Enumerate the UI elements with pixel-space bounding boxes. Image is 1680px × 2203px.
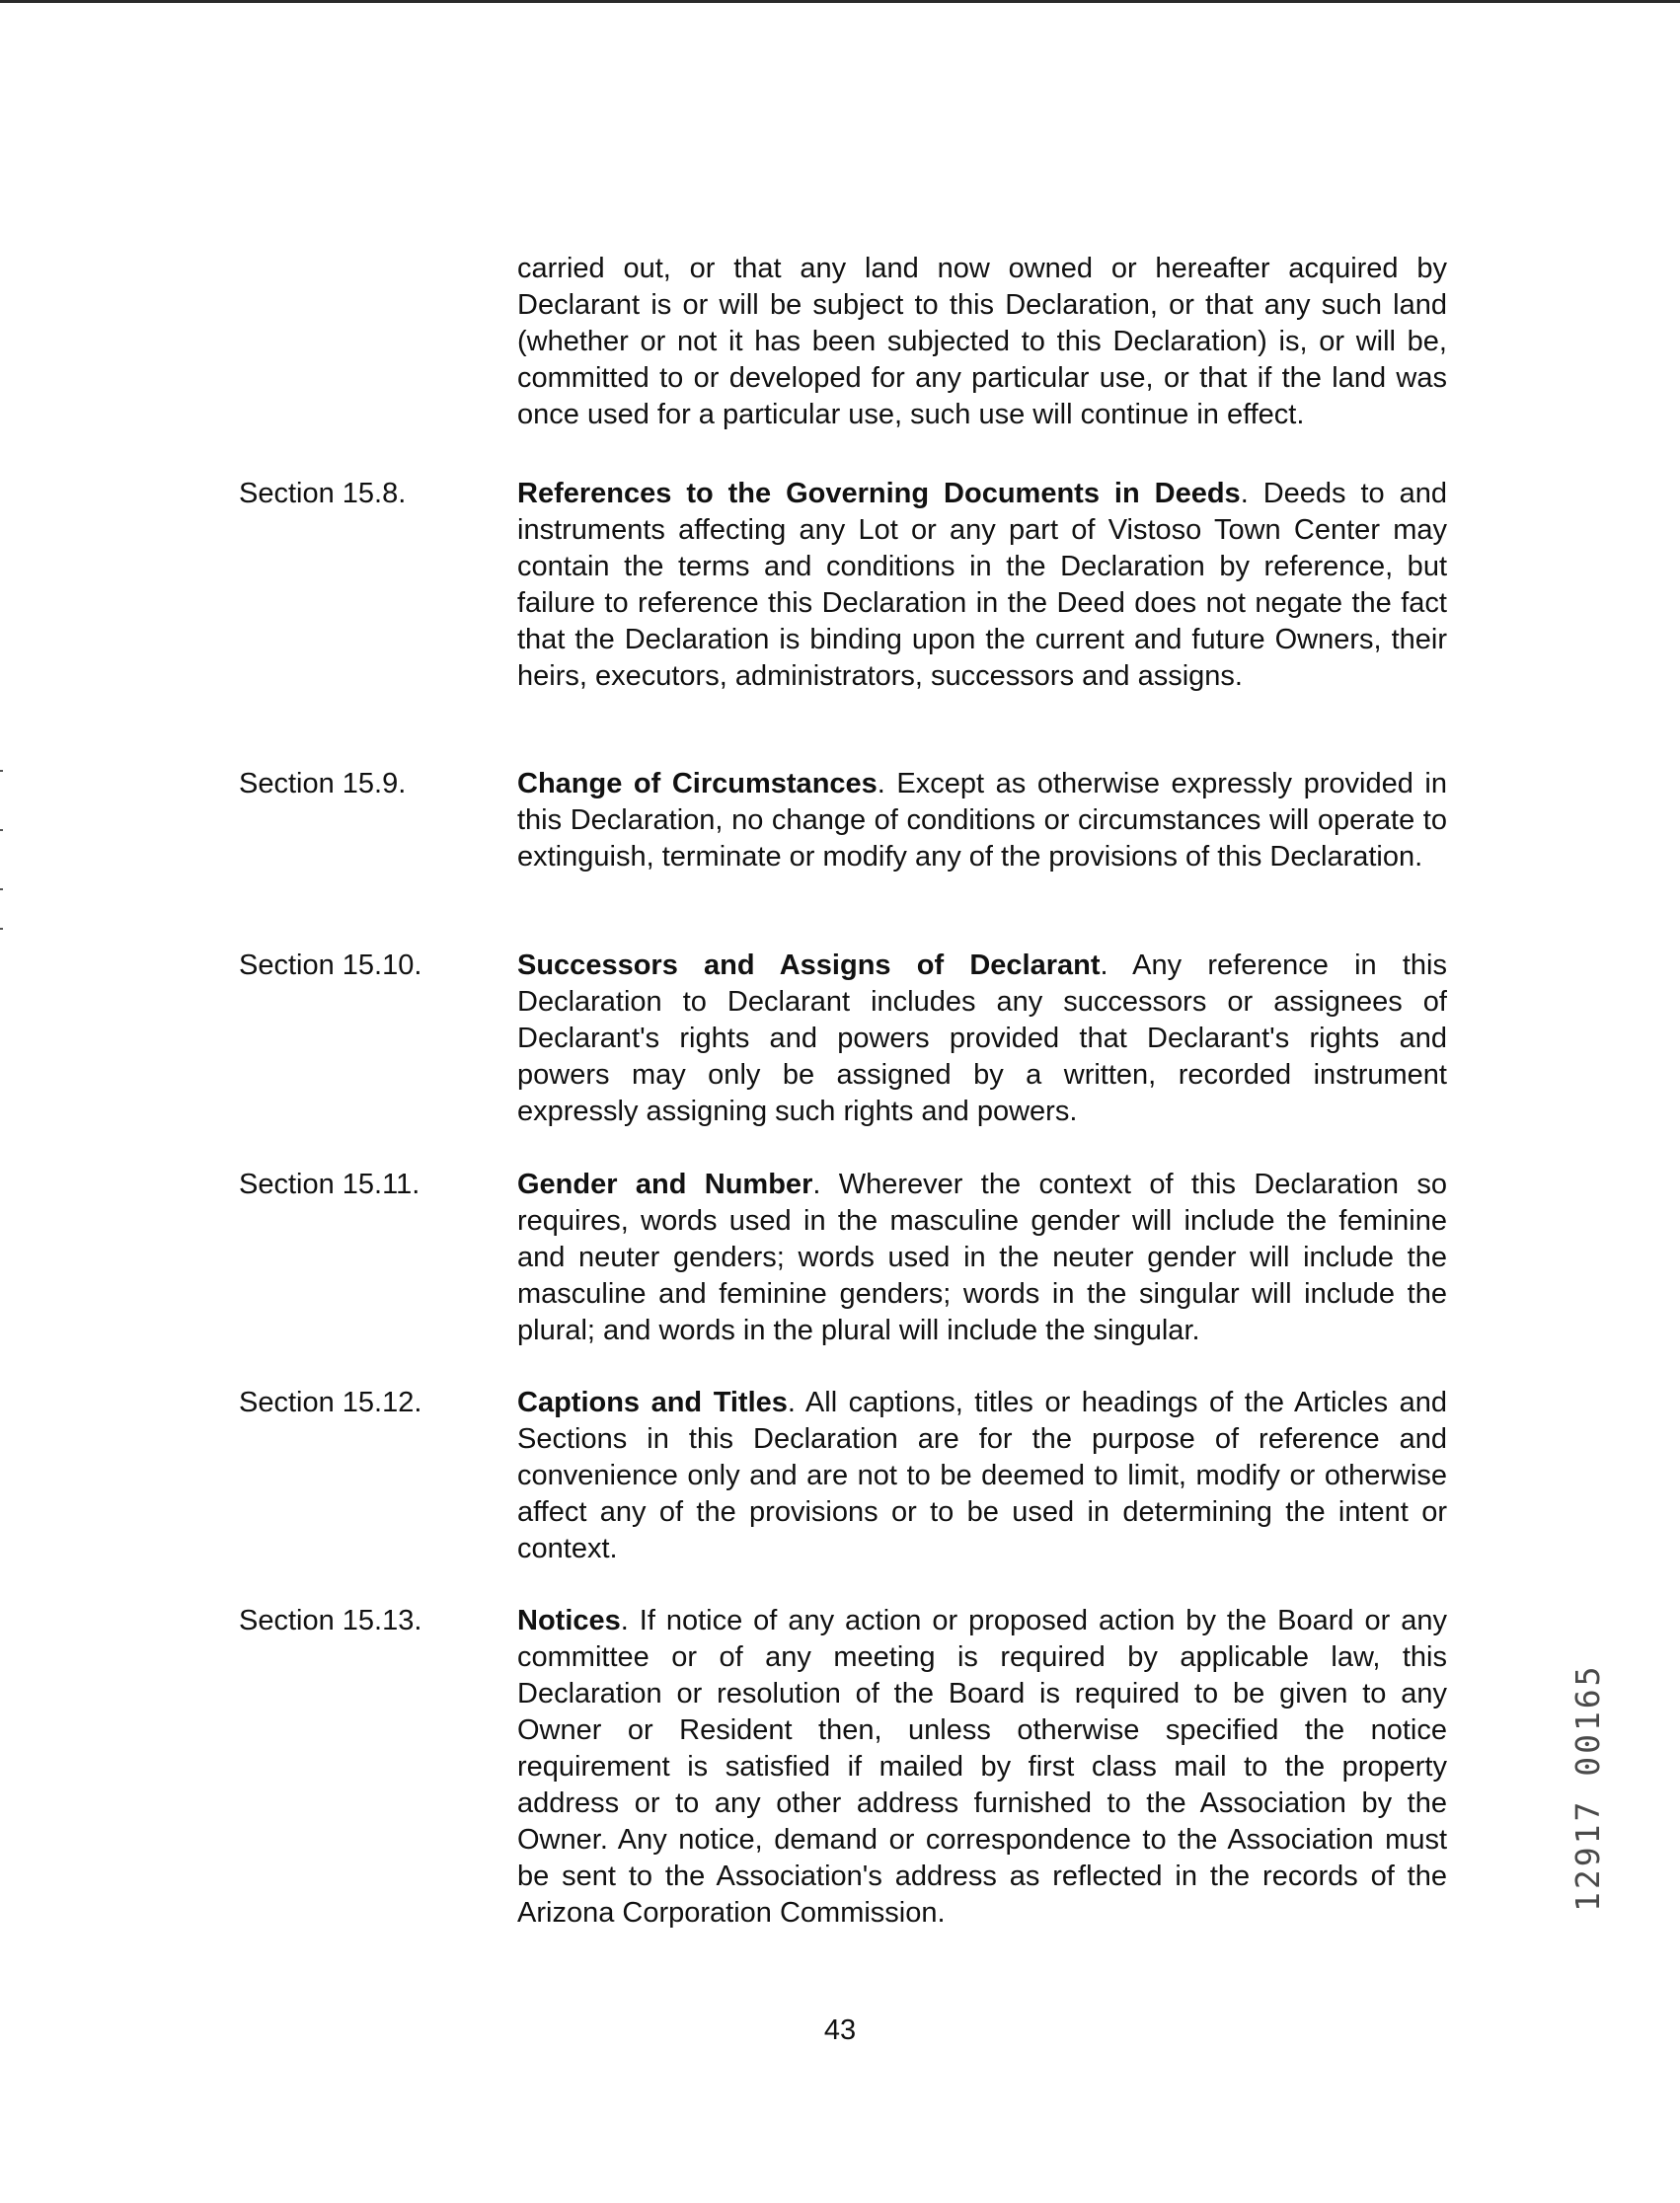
recording-stamp-number: 12917 00165 — [1568, 1663, 1607, 1912]
recording-stamp — [1563, 1584, 1614, 1912]
section-label: Section 15.10. — [239, 950, 422, 981]
section-body — [517, 476, 1447, 695]
section-body — [517, 1603, 1447, 1932]
section-label: Section 15.12. — [239, 1387, 422, 1418]
section-body — [517, 1385, 1447, 1567]
section-heading: Captions and Titles — [517, 1387, 788, 1418]
section-label: Section 15.13. — [239, 1605, 422, 1636]
section-heading: Notices — [517, 1605, 621, 1636]
section-body — [517, 948, 1447, 1130]
section-text: . All captions, titles or headings of the Articles and Sections in this Declaration are for the purpose of reference and convenience only and are not to be deemed to limit, modify or otherwise affect any of the provisions or to be used in determining the intent or context. — [517, 1387, 1447, 1564]
section-label: Section 15.9. — [239, 768, 407, 799]
continuation-paragraph: carried out, or that any land now owned or hereafter acquired by Declarant is or will be subject to this Declaration, or that any such land (whether or not it has been subjected to this Declaration) is, or will be, committed to or developed for any particular use, or that if the land was once used for a particular use, such use will continue in effect. — [517, 253, 1447, 430]
section-text: . Any reference in this Declaration to Declarant includes any successors or assignees of Declarant's rights and powers provided that Declarant's rights and powers may only be assigned by a written, recorded instrument expressly assigning such rights and powers. — [517, 950, 1447, 1127]
section-label: Section 15.8. — [239, 478, 407, 509]
page-number: 43 — [823, 2014, 857, 2046]
section-text: . If notice of any action or proposed action by the Board or any committee or of any meeting is required by applicable law, this Declaration or resolution of the Board is required to be given to any Owner or Resident then, unless otherwise specified the notice requirement is satisfied if mailed by first class mail to the property address or to any other address furnished to the Association by the Owner. Any notice, demand or correspondence to the Association must be sent to the Association's address as reflected in the records of the Arizona Corporation Commission. — [517, 1605, 1447, 1929]
section-text: . Wherever the context of this Declaration so requires, words used in the masculine gender will include the feminine and neuter genders; words used in the neuter gender will include the masculine and feminine genders; words in the singular will include the plural; and words in the plural will include the singular. — [517, 1169, 1447, 1346]
section-body — [517, 766, 1447, 875]
section-body — [517, 1167, 1447, 1349]
section-text: . Deeds to and instruments affecting any Lot or any part of Vistoso Town Center may contain the terms and conditions in the Declaration by reference, but failure to reference this Declaration in the Deed does not negate the fact that the Declaration is binding upon the current and future Owners, their heirs, executors, administrators, successors and assigns. — [517, 478, 1447, 692]
section-heading: References to the Governing Documents in Deeds — [517, 478, 1241, 509]
section-heading: Gender and Number — [517, 1169, 813, 1200]
section-label: Section 15.11. — [239, 1169, 420, 1200]
section-text: . Except as otherwise expressly provided in this Declaration, no change of conditions or circumstances will operate to extinguish, terminate or modify any of the provisions of this Declaration. — [517, 768, 1447, 873]
section-heading: Change of Circumstances — [517, 768, 878, 799]
section-heading: Successors and Assigns of Declarant — [517, 950, 1101, 981]
